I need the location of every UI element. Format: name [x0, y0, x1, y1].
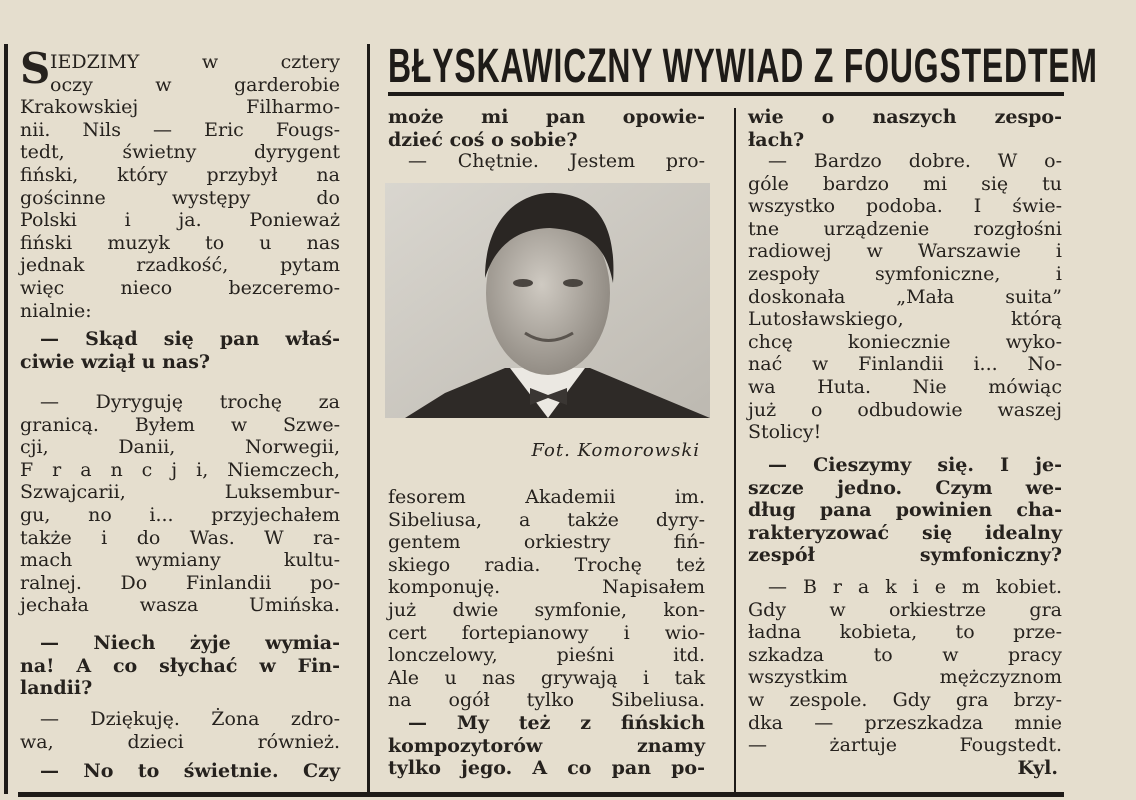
text-line: Krakowskiej Filharmo-: [20, 96, 340, 119]
question-paragraph: [388, 712, 705, 780]
text-paragraph: [388, 150, 705, 173]
text-line: nać w Finlandii i... No-: [748, 353, 1062, 376]
text-line: fiński muzyk to u nas: [20, 231, 340, 254]
text-line: już dwie symfonie, kon-: [388, 598, 705, 621]
text-line: ciwie wziął u nas?: [20, 350, 211, 373]
text-line: cert fortepianowy i wio-: [388, 621, 705, 644]
text-line: może mi pan opowie-: [388, 106, 705, 128]
text-line: cji, Danii, Norwegii,: [20, 436, 340, 459]
text-line: wa Huta. Nie mówiąc: [748, 375, 1062, 398]
text-line: granicą. Byłem w Szwe-: [20, 413, 340, 436]
text-line: IEDZIMY w cztery: [50, 51, 340, 73]
text-line: — żartuje Fougstedt.: [748, 734, 1062, 757]
text-line: Sibeliusa, a także dyry-: [388, 508, 705, 531]
text-line: dług pana powinien cha-: [748, 499, 1062, 522]
text-line: Szwajcarii, Luksembur-: [20, 481, 340, 504]
column-3: [748, 0, 1062, 800]
column-1: [20, 0, 340, 800]
text-line: — Skąd się pan właś-: [40, 328, 340, 350]
text-line: Lutosławskiego, którą: [748, 308, 1062, 331]
text-line: góle bardzo mi się tu: [748, 172, 1062, 195]
text-line: mach wymiany kultu-: [20, 549, 340, 572]
text-line: radiowej w Warszawie i: [748, 240, 1062, 263]
left-border-rule: [4, 44, 8, 794]
text-line: Stolicy!: [748, 421, 822, 444]
text-paragraph: [20, 51, 340, 322]
text-paragraph: [20, 708, 340, 753]
question-paragraph: [748, 106, 1062, 151]
column-rule-2: [734, 108, 736, 794]
text-line: nii. Nils — Eric Fougs-: [20, 118, 340, 141]
question-paragraph: [748, 454, 1062, 567]
text-line: Ale u nas grywają i tak: [388, 666, 705, 689]
text-line: gentem orkiestry fiń-: [388, 531, 705, 554]
author-signature: Kyl.: [1017, 757, 1058, 779]
text-line: szkadza to w pracy: [748, 643, 1062, 666]
text-line: komponuję. Napisałem: [388, 576, 705, 599]
text-line: dka — przeszkadza mnie: [748, 711, 1062, 734]
text-line: skiego radia. Trochę też: [388, 553, 705, 576]
text-line: więc nieco bezceremo-: [20, 276, 340, 299]
text-line: — B r a k i e m kobiet.: [768, 576, 1062, 598]
text-line: — Niech żyje wymia-: [40, 632, 340, 654]
text-line: F r a n c j i, Niemczech,: [20, 458, 340, 481]
text-line: rakteryzować się idealny: [748, 521, 1062, 544]
text-line: oczy w garderobie: [50, 73, 340, 96]
text-line: nialnie:: [20, 299, 92, 322]
text-line: gościnne występy do: [20, 186, 340, 209]
text-line: wszystko podoba. I świe-: [748, 195, 1062, 218]
text-line: doskonała „Mała suita”: [748, 285, 1062, 308]
text-line: wie o naszych zespo-: [748, 106, 1062, 128]
text-line: — Bardzo dobre. W o-: [768, 150, 1062, 172]
text-line: szcze jedno. Czym we-: [748, 476, 1062, 499]
text-line: — Chętnie. Jestem pro-: [408, 150, 705, 172]
text-line: — Dyryguję trochę za: [40, 391, 340, 413]
text-line: wszystkim mężczyznom: [748, 666, 1062, 689]
text-line: — My też z fińskich: [408, 712, 705, 734]
portrait-photo: [385, 183, 710, 418]
text-line: landii?: [20, 677, 93, 700]
drop-cap: S: [20, 44, 51, 93]
text-line: fesorem Akademii im.: [388, 486, 705, 508]
text-paragraph: [388, 486, 705, 712]
text-line: tedt, świetny dyrygent: [20, 141, 340, 164]
text-line: na! A co słychać w Fin-: [20, 654, 340, 677]
text-line: lonczelowy, pieśni itd.: [388, 644, 705, 667]
headline-text: BŁYSKAWICZNY WYWIAD Z FOUGSTEDTEM: [388, 40, 1098, 94]
text-line: chcę koniecznie wyko-: [748, 330, 1062, 353]
text-line: na ogół tylko Sibeliusa.: [388, 689, 705, 712]
question-paragraph: [388, 106, 705, 151]
text-line: tne urządzenie rozgłośni: [748, 217, 1062, 240]
text-line: tylko jego. A co pan po-: [388, 757, 705, 780]
text-paragraph: [748, 576, 1062, 757]
question-paragraph: [20, 632, 340, 700]
text-line: już o odbudowie waszej: [748, 398, 1062, 421]
text-line: także i do Was. W ra-: [20, 526, 340, 549]
text-line: zespoły symfoniczne, i: [748, 262, 1062, 285]
text-line: Gdy w orkiestrze gra: [748, 598, 1062, 621]
text-paragraph: [748, 150, 1062, 444]
text-line: fiński, który przybył na: [20, 163, 340, 186]
column-rule-1: [367, 44, 370, 794]
question-paragraph: [20, 760, 340, 783]
photo-caption: Fot. Komorowski: [531, 440, 700, 461]
text-line: jechała wasza Umińska.: [20, 594, 340, 617]
text-paragraph: [20, 391, 340, 617]
text-line: — Dziękuję. Żona zdro-: [40, 708, 340, 730]
text-line: wa, dzieci również.: [20, 730, 340, 753]
text-line: dzieć coś o sobie?: [388, 128, 578, 151]
text-line: — No to świetnie. Czy: [40, 760, 340, 782]
text-line: kompozytorów znamy: [388, 734, 705, 757]
text-line: łach?: [748, 128, 805, 151]
text-line: ralnej. Do Finlandii po-: [20, 571, 340, 594]
text-line: — Cieszymy się. I je-: [768, 454, 1062, 476]
text-line: ładna kobieta, to prze-: [748, 621, 1062, 644]
text-line: gu, no i... przyjechałem: [20, 503, 340, 526]
text-line: Polski i ja. Ponieważ: [20, 209, 340, 232]
question-paragraph: [20, 328, 340, 373]
text-line: jednak rzadkość, pytam: [20, 254, 340, 277]
text-line: zespół symfoniczny?: [748, 544, 1062, 567]
text-line: w zespole. Gdy gra brzy-: [748, 688, 1062, 711]
